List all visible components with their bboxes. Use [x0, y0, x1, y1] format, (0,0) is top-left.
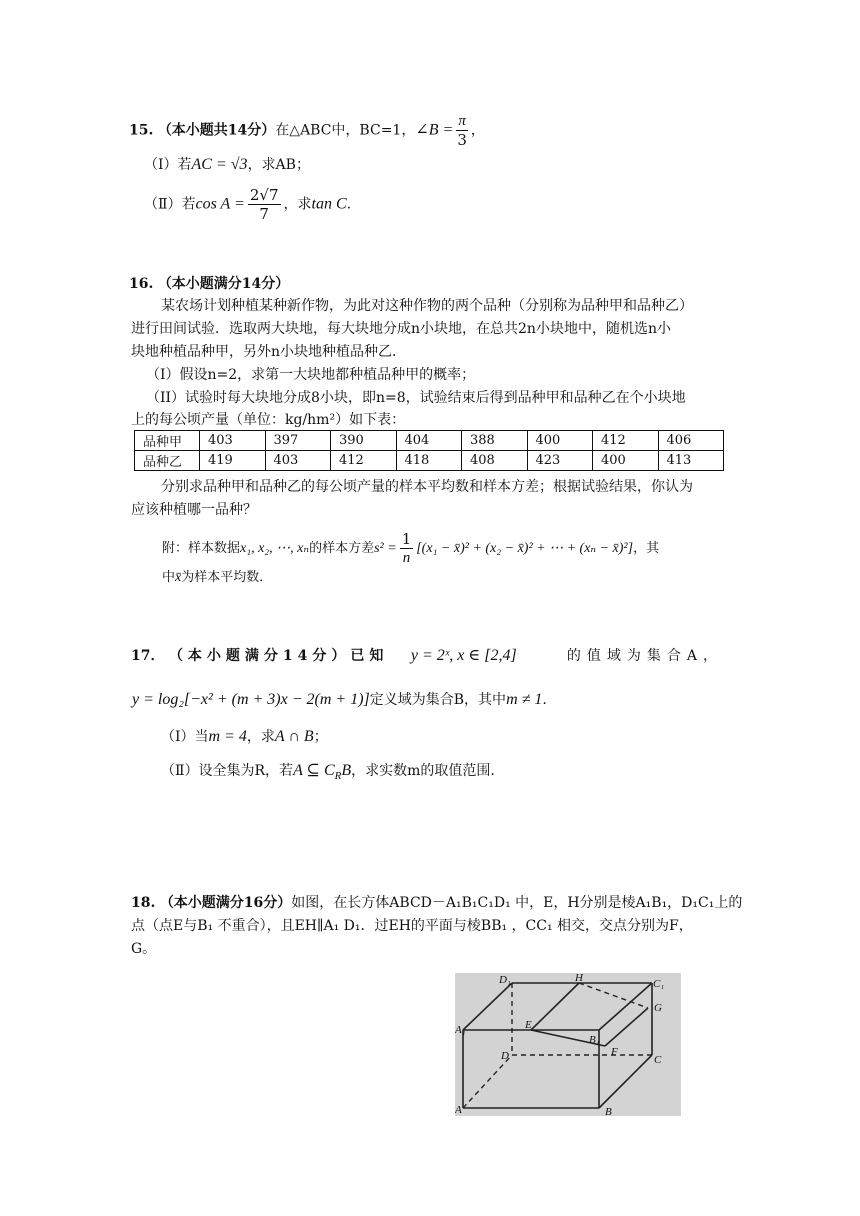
- q16-line-5: （II）试验时每大块地分成8小块，即n=8，试验结束后得到品种甲和品种乙在个小块地: [146, 390, 686, 406]
- q15-p2-tan: tan C: [311, 195, 347, 213]
- q15-p2-prefix: （Ⅱ）若: [144, 196, 196, 213]
- q17-p1-math: m = 4: [208, 728, 247, 745]
- q15-label: 15.: [129, 122, 154, 139]
- label-H: H: [575, 973, 583, 984]
- q18-line-1: [131, 892, 742, 914]
- label-C: C: [654, 1054, 662, 1066]
- label-B: B: [605, 1106, 612, 1116]
- table-cell: 406: [658, 431, 724, 451]
- note-one: 1: [401, 530, 412, 548]
- q15-p2-math: cos A =: [195, 195, 245, 213]
- q17-header: （本小题满分14分）已知: [168, 648, 389, 664]
- q17-p2-end: ，求实数m的取值范围.: [351, 763, 495, 779]
- q15-p2-mid: ，求: [283, 196, 312, 213]
- q15-p1-math: AC = √3: [191, 156, 248, 173]
- q17-f2: y = log₂[−x² + (m + 3)x − 2(m + 1)]: [132, 691, 370, 708]
- q15-p2-frac: [248, 186, 281, 223]
- q16-note: [162, 530, 659, 567]
- label-E: E: [525, 1019, 532, 1031]
- q15-angle: ∠B =: [415, 121, 454, 139]
- q15-stem: 在△ABC中，BC=1，: [275, 122, 416, 139]
- q16-label: 16.: [129, 276, 154, 292]
- q17-p1-set: A ∩ B: [274, 728, 314, 745]
- q16-header: （本小题满分14分）: [157, 276, 290, 292]
- yield-table: [134, 430, 724, 471]
- label-A1: A₁: [455, 1024, 466, 1036]
- q17-label: 17．: [131, 648, 165, 664]
- q16-line-3: 块地种植品种甲，另外n小块地种植品种乙．: [131, 344, 407, 360]
- q15-p2-den: 7: [259, 205, 269, 223]
- q17-p2-prefix: （Ⅱ）设全集为R，若: [161, 763, 294, 779]
- table-cell: 412: [331, 451, 397, 471]
- q17-p2-sub: R: [334, 769, 342, 782]
- q17-tail1: 的值域为集合A，: [566, 648, 723, 664]
- table-cell: 403: [200, 431, 266, 451]
- cuboid-figure: [455, 973, 681, 1116]
- table-cell: 412: [593, 431, 659, 451]
- table-cell: 413: [658, 451, 724, 471]
- table-cell: 388: [462, 431, 528, 451]
- label-D1: D₁: [499, 974, 511, 986]
- q16-note-2: [162, 567, 272, 589]
- table-row: [135, 431, 724, 451]
- table-cell: 418: [396, 451, 462, 471]
- table-cell: 423: [527, 451, 593, 471]
- q18-text-1: 如图，在长方体ABCD－A₁B₁C₁D₁ 中，E，H分别是棱A₁B₁，D₁C₁上的: [291, 895, 743, 911]
- q17-p2-math: A ⊆ C: [293, 762, 335, 779]
- q16-after-2: 应该种植哪一品种？: [131, 502, 257, 518]
- note-s2: s² =: [374, 541, 397, 556]
- q15-pi: π: [458, 113, 466, 129]
- q15-header: （本小题共14分）: [157, 122, 276, 139]
- table-cell: 品种甲: [135, 431, 200, 451]
- note-frac: [400, 530, 414, 567]
- q17-cond: m ≠ 1: [506, 691, 543, 708]
- table-cell: 404: [396, 431, 462, 451]
- q17-p1-prefix: （Ⅰ）当: [161, 729, 209, 745]
- q16-line-1: 某农场计划种植某种新作物，为此对这种作物的两个品种（分别称为品种甲和品种乙）: [161, 298, 693, 314]
- note-xbar: x̄: [175, 570, 182, 585]
- q15-pi-frac: [456, 112, 468, 149]
- table-row: [135, 451, 724, 471]
- q17-part1: [161, 726, 328, 748]
- q15-three: 3: [457, 131, 467, 149]
- note-n: n: [402, 550, 411, 566]
- table-cell: 408: [462, 451, 528, 471]
- q16-after-1: 分别求品种甲和品种乙的每公顷产量的样本平均数和样本方差；根据试验结果，你认为: [161, 479, 693, 495]
- q17-tail2a: 定义域为集合B，其中: [369, 692, 507, 708]
- q16-heading: [129, 273, 289, 295]
- q15-part2: [144, 186, 351, 223]
- label-B1: B₁: [589, 1034, 600, 1046]
- q17-p2-B: B: [341, 762, 352, 779]
- q17-part2: [161, 760, 495, 787]
- note-line2-b: 为样本平均数．: [181, 570, 273, 585]
- note-mid: 的样本方差: [309, 541, 375, 556]
- q17-p1-end: ；: [313, 729, 328, 745]
- table-cell: 390: [331, 431, 397, 451]
- note-vars: x₁, x₂, ⋯, xₙ: [240, 541, 310, 556]
- q18-line-3: G。: [131, 941, 157, 957]
- q18-line-2: 点（点E与B₁ 不重合），且EH∥A₁ D₁．过EH的平面与棱BB₁ ，CC₁ 相交，交点分别为F，: [131, 918, 693, 934]
- q17-line-1: [131, 645, 723, 667]
- q15-p2-num: 2√7: [249, 186, 279, 204]
- q18-label: 18.: [131, 895, 156, 911]
- q15-part1: [144, 154, 310, 176]
- label-D: D: [501, 1050, 509, 1062]
- note-formula: [(x₁ − x̄)² + (x₂ − x̄)² + ⋯ + (xₙ − x̄)²]: [416, 541, 634, 556]
- table-cell: 397: [265, 431, 331, 451]
- table-cell: 400: [593, 451, 659, 471]
- q15-p1-suffix: ，求AB；: [247, 157, 310, 173]
- note-prefix: 附：样本数据: [162, 541, 241, 556]
- q17-tail2b: .: [542, 692, 547, 708]
- note-end: ，其: [633, 541, 660, 556]
- q15-comma: ，: [470, 122, 485, 139]
- q15-p2-end: .: [346, 196, 352, 213]
- q17-f1: y = 2ˣ, x ∈ [2,4]: [410, 647, 517, 664]
- note-line2-a: 中: [162, 570, 176, 585]
- label-A: A: [455, 1104, 462, 1116]
- table-cell: 403: [265, 451, 331, 471]
- q15-p1-prefix: （Ⅰ）若: [144, 157, 192, 173]
- q17-line-2: [132, 689, 547, 711]
- label-C1: C₁: [653, 978, 665, 990]
- label-F: F: [611, 1046, 618, 1058]
- table-cell: 419: [200, 451, 266, 471]
- label-G: G: [654, 1002, 662, 1014]
- q16-line-6: 上的每公顷产量（单位：kg/hm²）如下表：: [131, 412, 406, 428]
- q15-line: [129, 112, 485, 149]
- q17-p1-mid: ，求: [246, 729, 275, 745]
- table-cell: 400: [527, 431, 593, 451]
- table-cell: 品种乙: [135, 451, 200, 471]
- q16-line-4: （I）假设n=2，求第一大块地都种植品种甲的概率；: [146, 367, 476, 383]
- q16-line-2: 进行田间试验．选取两大块地，每大块地分成n小块地，在总共2n小块地中，随机选n小: [131, 321, 671, 337]
- q18-header: （本小题满分16分）: [159, 895, 292, 911]
